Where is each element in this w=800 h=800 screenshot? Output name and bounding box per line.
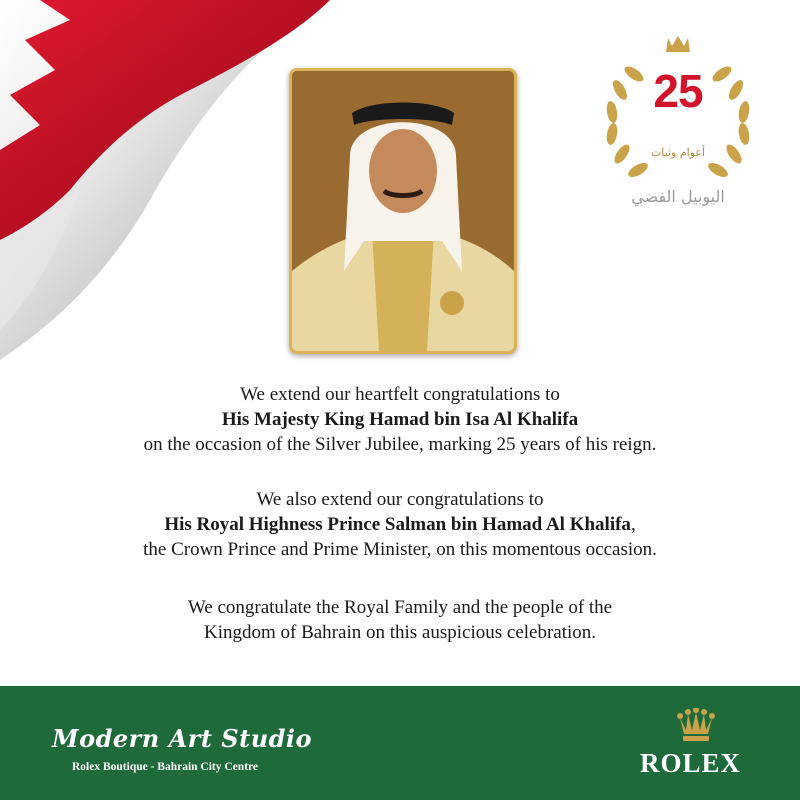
message-line: We also extend our congratulations to bbox=[256, 489, 544, 510]
message-line: on the occasion of the Silver Jubilee, marking 25 years of his reign. bbox=[143, 434, 657, 455]
rolex-crown-icon bbox=[676, 708, 716, 744]
message-paragraph-2 bbox=[0, 487, 800, 562]
rolex-logo-text: ROLEX bbox=[640, 748, 742, 778]
silver-jubilee-emblem bbox=[598, 30, 758, 210]
king-name: His Majesty King Hamad bin Isa Al Khalifa bbox=[221, 409, 579, 430]
jubilee-number: 25 bbox=[653, 65, 703, 117]
arabic-subtitle: أعوام وثبات bbox=[650, 146, 706, 159]
prince-name: His Royal Highness Prince Salman bin Hamad Al Khalifa bbox=[164, 514, 631, 535]
message-line: We congratulate the Royal Family and the people of the bbox=[187, 597, 613, 618]
message-line: Kingdom of Bahrain on this auspicious celebration. bbox=[203, 622, 597, 643]
arabic-calligraphy: اليوبيل الفضي bbox=[631, 187, 725, 206]
studio-subtitle: Rolex Boutique - Bahrain City Centre bbox=[72, 761, 259, 773]
comma: , bbox=[630, 514, 636, 535]
laurel-wreath-icon bbox=[598, 30, 758, 210]
prince-name-line bbox=[0, 512, 800, 537]
message-paragraph-3 bbox=[0, 595, 800, 645]
message-paragraph-1 bbox=[0, 382, 800, 457]
king-portrait bbox=[289, 68, 517, 354]
message-line: the Crown Prince and Prime Minister, on this momentous occasion. bbox=[143, 539, 657, 560]
studio-name: Modern Art Studio bbox=[52, 724, 313, 753]
message-line: We extend our heartfelt congratulations to bbox=[240, 384, 560, 405]
